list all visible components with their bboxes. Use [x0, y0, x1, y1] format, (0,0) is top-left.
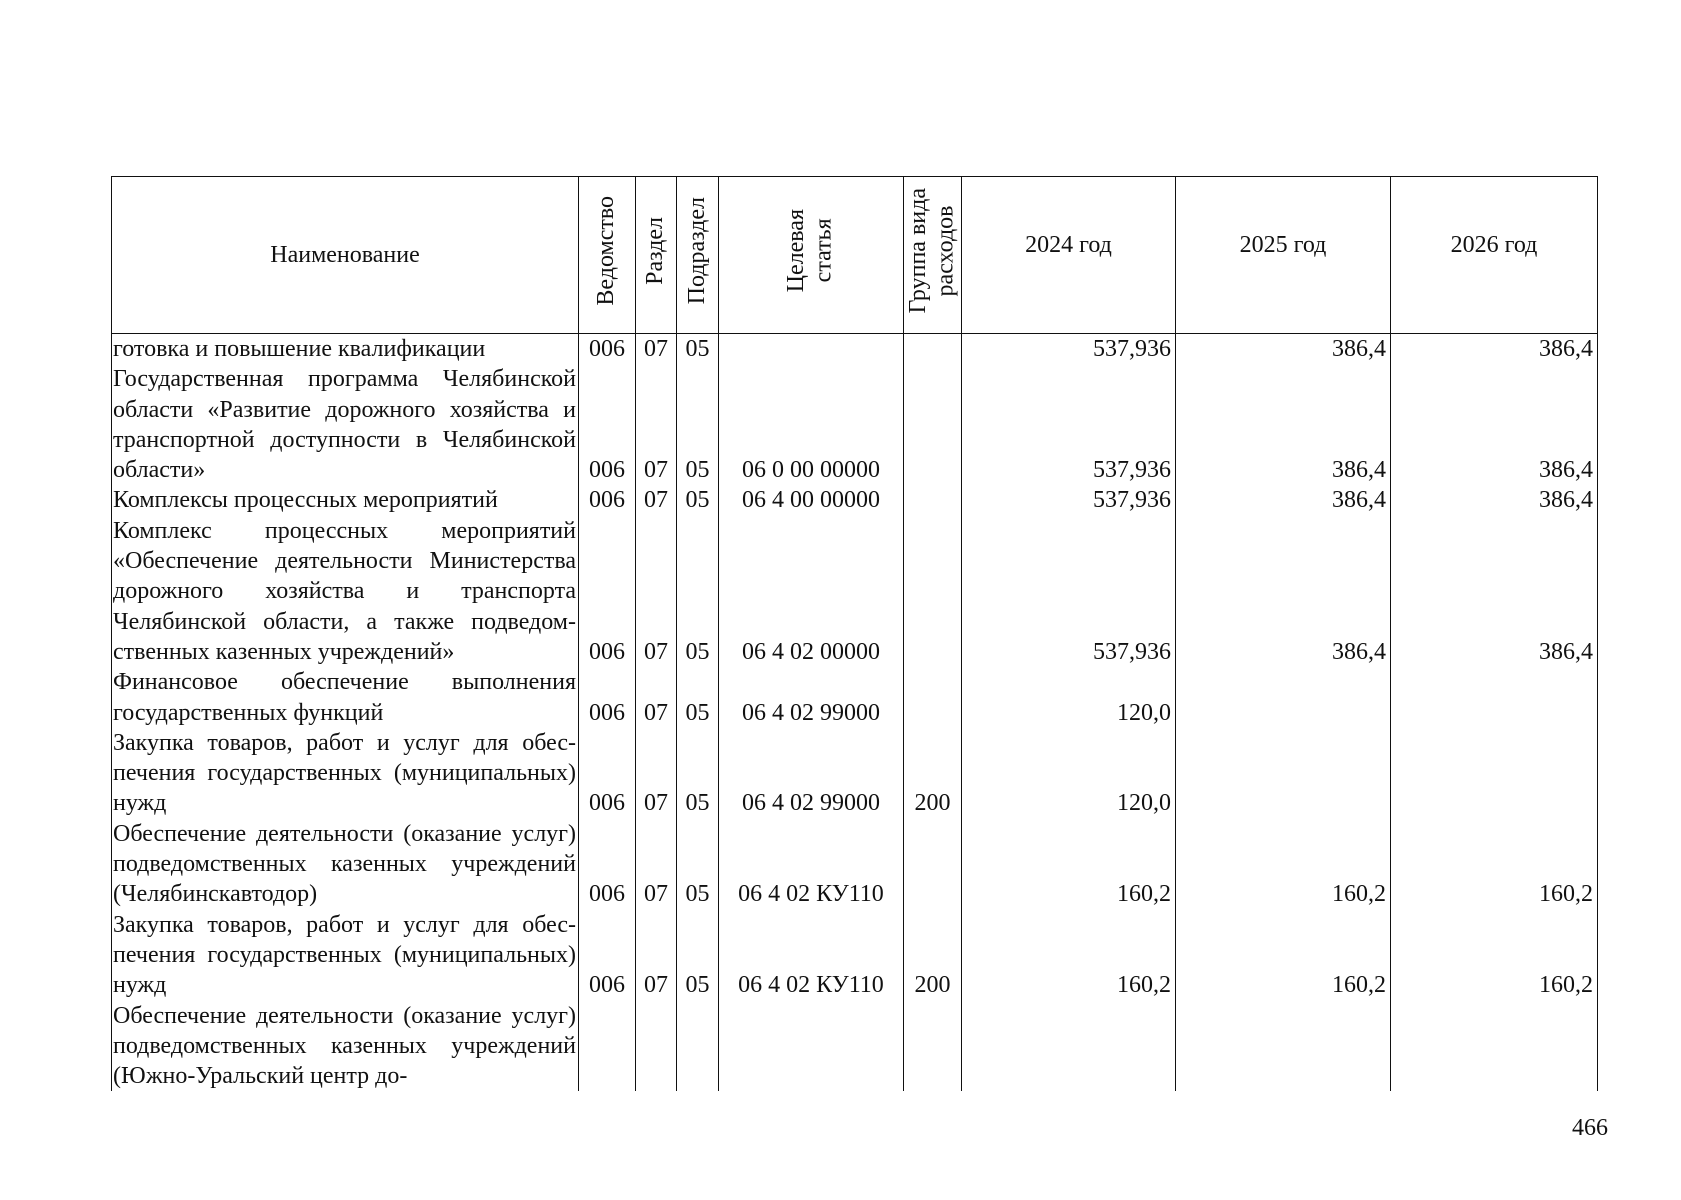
row-gruppa — [904, 819, 962, 910]
row-2026 — [1391, 667, 1598, 728]
row-name: готовка и повышение квалификации — [112, 334, 579, 365]
table-row — [112, 485, 1598, 515]
row-celevaya-statya: 06 4 02 00000 — [719, 516, 904, 667]
row-razdel: 07 — [636, 728, 677, 819]
row-2026: 386,4 — [1391, 364, 1598, 485]
row-2024: 160,2 — [962, 819, 1176, 910]
row-podrazdel — [677, 1001, 719, 1092]
row-vedomstvo: 006 — [579, 364, 636, 485]
row-gruppa — [904, 334, 962, 365]
table-row-continued — [112, 1001, 1598, 1092]
row-celevaya-statya: 06 4 02 КУ110 — [719, 819, 904, 910]
row-vedomstvo: 006 — [579, 516, 636, 667]
row-2024: 537,936 — [962, 364, 1176, 485]
row-name: Обеспечение деятельности (оказание услуг) подведомственных казенных учреждений (Челябинскавтодор) — [112, 819, 579, 910]
table-row — [112, 516, 1598, 667]
row-vedomstvo: 006 — [579, 334, 636, 365]
row-podrazdel: 05 — [677, 910, 719, 1001]
header-name: Наименование — [112, 177, 579, 334]
row-2024: 160,2 — [962, 910, 1176, 1001]
header-vedomstvo: Ведомство — [579, 177, 636, 334]
header-gruppa-vida-rashodov: Группа вида расходов — [904, 177, 962, 334]
row-2025 — [1176, 728, 1391, 819]
row-name: Закупка товаров, работ и услуг для обеспечения государственных (муниципальных) нужд — [112, 910, 579, 1001]
row-razdel — [636, 1001, 677, 1092]
row-2024: 120,0 — [962, 667, 1176, 728]
row-gruppa — [904, 364, 962, 485]
header-razdel: Раздел — [636, 177, 677, 334]
row-gruppa — [904, 1001, 962, 1092]
row-2026 — [1391, 1001, 1598, 1092]
row-celevaya-statya: 06 0 00 00000 — [719, 364, 904, 485]
row-2024: 120,0 — [962, 728, 1176, 819]
row-razdel: 07 — [636, 667, 677, 728]
page-number: 466 — [1572, 1115, 1608, 1141]
row-gruppa — [904, 516, 962, 667]
row-vedomstvo — [579, 1001, 636, 1092]
row-razdel: 07 — [636, 485, 677, 515]
row-name: Закупка товаров, работ и услуг для обеспечения государственных (муниципальных) нужд — [112, 728, 579, 819]
table-row — [112, 334, 1598, 365]
row-2025: 386,4 — [1176, 516, 1391, 667]
row-celevaya-statya: 06 4 02 99000 — [719, 728, 904, 819]
row-2025: 386,4 — [1176, 364, 1391, 485]
row-gruppa — [904, 485, 962, 515]
row-2025: 160,2 — [1176, 819, 1391, 910]
row-razdel: 07 — [636, 910, 677, 1001]
table-header-row — [112, 177, 1598, 334]
row-2026: 386,4 — [1391, 485, 1598, 515]
row-2026: 386,4 — [1391, 516, 1598, 667]
row-name: Комплексы процессных мероприятий — [112, 485, 579, 515]
row-2026 — [1391, 728, 1598, 819]
row-podrazdel: 05 — [677, 364, 719, 485]
row-gruppa: 200 — [904, 728, 962, 819]
row-2024 — [962, 1001, 1176, 1092]
row-2026: 160,2 — [1391, 910, 1598, 1001]
table-row — [112, 728, 1598, 819]
row-name: Финансовое обеспечение выполнения государственных функций — [112, 667, 579, 728]
row-vedomstvo: 006 — [579, 819, 636, 910]
header-year-2025: 2025 год — [1176, 177, 1391, 334]
row-2025: 386,4 — [1176, 334, 1391, 365]
row-2024: 537,936 — [962, 516, 1176, 667]
row-razdel: 07 — [636, 516, 677, 667]
row-celevaya-statya: 06 4 02 КУ110 — [719, 910, 904, 1001]
row-podrazdel: 05 — [677, 334, 719, 365]
row-celevaya-statya: 06 4 00 00000 — [719, 485, 904, 515]
row-name: Обеспечение деятельности (оказание услуг) подведомственных казенных учреждений (Южно-Уральский центр до- — [112, 1001, 579, 1092]
row-gruppa: 200 — [904, 910, 962, 1001]
row-2026: 386,4 — [1391, 334, 1598, 365]
row-name: Государственная программа Челябинской области «Развитие дорожного хозяйства и транспортной доступности в Челябинской области» — [112, 364, 579, 485]
table-row — [112, 819, 1598, 910]
row-celevaya-statya: 06 4 02 99000 — [719, 667, 904, 728]
row-2024: 537,936 — [962, 485, 1176, 515]
row-podrazdel: 05 — [677, 728, 719, 819]
row-podrazdel: 05 — [677, 485, 719, 515]
row-2025 — [1176, 667, 1391, 728]
header-celevaya-statya: Целевая статья — [719, 177, 904, 334]
table-row — [112, 364, 1598, 485]
row-vedomstvo: 006 — [579, 910, 636, 1001]
row-2025: 160,2 — [1176, 910, 1391, 1001]
row-vedomstvo: 006 — [579, 728, 636, 819]
row-celevaya-statya — [719, 1001, 904, 1092]
table-row — [112, 910, 1598, 1001]
header-podrazdel: Подраздел — [677, 177, 719, 334]
row-2024: 537,936 — [962, 334, 1176, 365]
row-gruppa — [904, 667, 962, 728]
table-row — [112, 667, 1598, 728]
row-razdel: 07 — [636, 334, 677, 365]
row-name: Комплекс процессных мероприятий «Обеспечение деятельности Министерства дорожного хозяйства и транспорта Челябинской области, а также подведомственных казенных учреждений» — [112, 516, 579, 667]
row-vedomstvo: 006 — [579, 485, 636, 515]
row-podrazdel: 05 — [677, 667, 719, 728]
header-year-2026: 2026 год — [1391, 177, 1598, 334]
row-razdel: 07 — [636, 364, 677, 485]
row-celevaya-statya — [719, 334, 904, 365]
row-podrazdel: 05 — [677, 819, 719, 910]
header-year-2024: 2024 год — [962, 177, 1176, 334]
row-2025: 386,4 — [1176, 485, 1391, 515]
row-razdel: 07 — [636, 819, 677, 910]
budget-table — [111, 176, 1598, 1091]
row-podrazdel: 05 — [677, 516, 719, 667]
row-2025 — [1176, 1001, 1391, 1092]
row-2026: 160,2 — [1391, 819, 1598, 910]
row-vedomstvo: 006 — [579, 667, 636, 728]
